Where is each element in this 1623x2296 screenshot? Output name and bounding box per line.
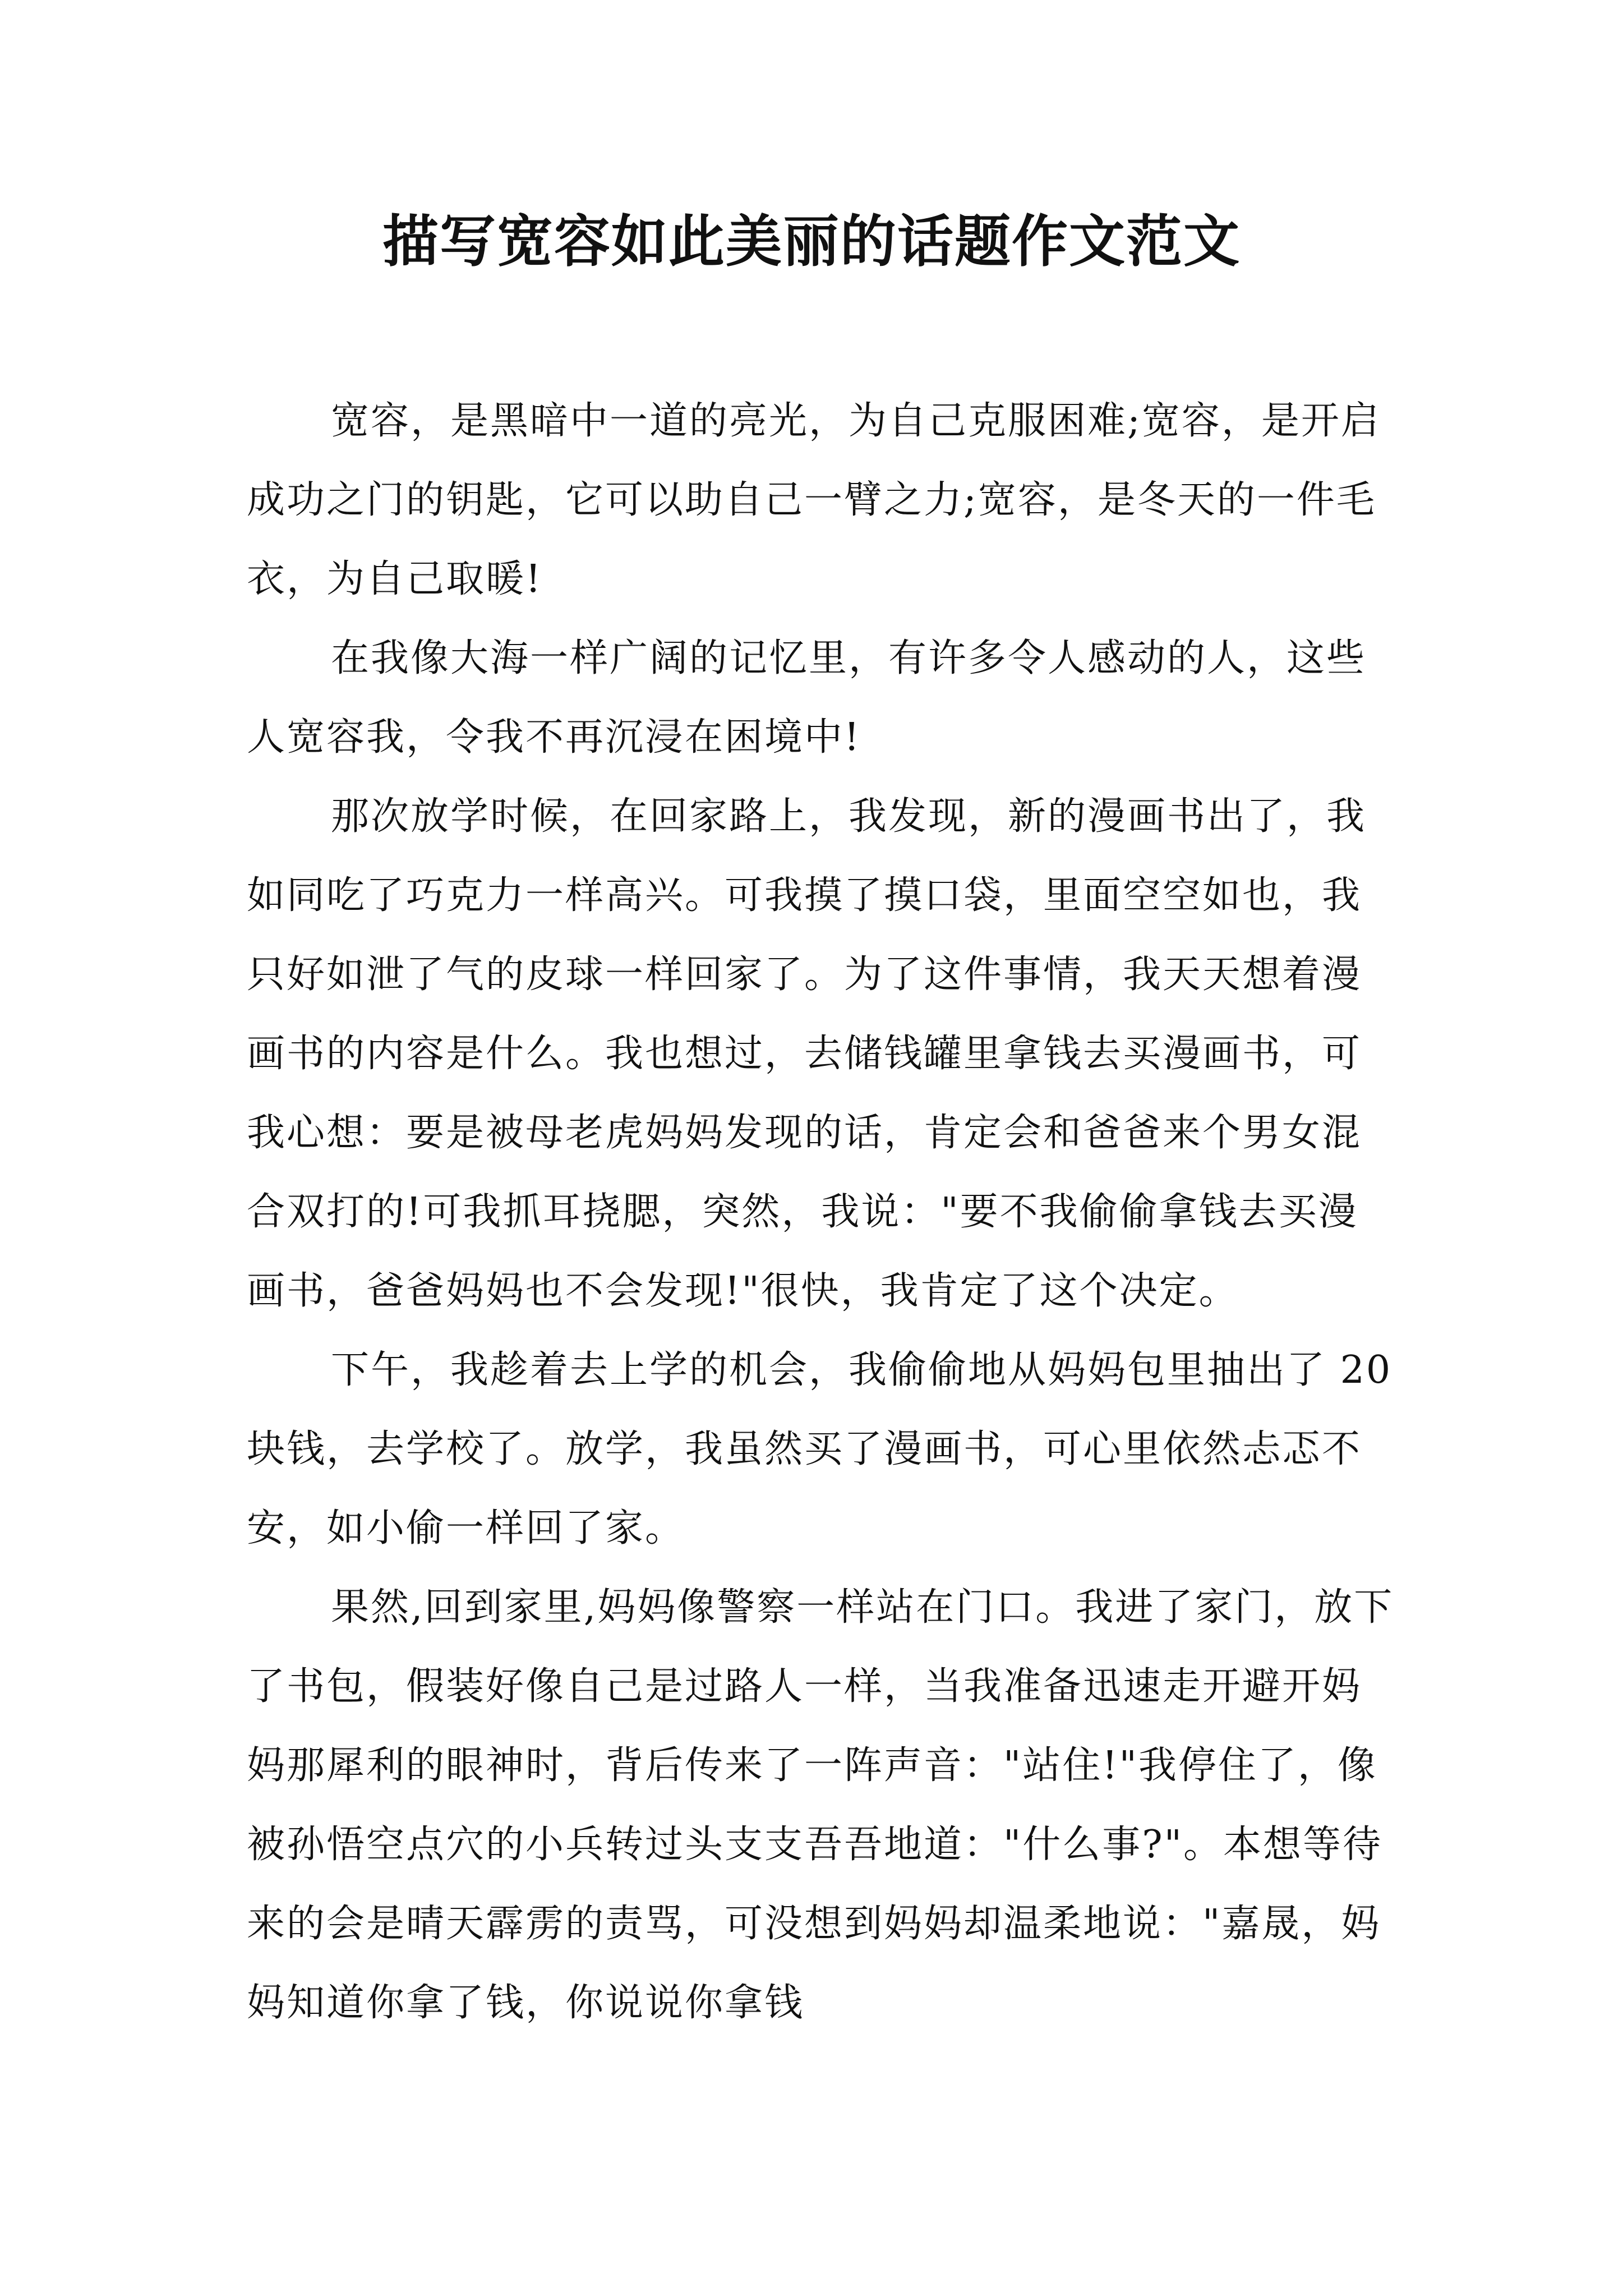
paragraph-2: 在我像大海一样广阔的记忆里，有许多令人感动的人，这些人宽容我，令我不再沉浸在困境中!: [247, 636, 1367, 760]
paragraph-5: 果然,回到家里,妈妈像警察一样站在门口。我进了家门，放下了书包，假装好像自己是过路人一样，当我准备迅速走开避开妈妈那犀利的眼神时，背后传来了一阵声音："站住!"我停住了，像被孙悟空点穴的小兵转过头支支吾吾地道："什么事?"。本想等待来的会是晴天霹雳的责骂，可没想到妈妈却温柔地说："嘉晟，妈妈知道你拿了钱，你说说你拿钱: [247, 1585, 1394, 2025]
paragraph-4: 下午，我趁着去上学的机会，我偷偷地从妈妈包里抽出了 20 块钱，去学校了。放学，我虽然买了漫画书，可心里依然忐忑不安，如小偷一样回了家。: [247, 1348, 1393, 1550]
paragraph-1: 宽容，是黑暗中一道的亮光，为自己克服困难;宽容，是开启成功之门的钥匙，它可以助自己一臂之力;宽容，是冬天的一件毛衣，为自己取暖!: [247, 399, 1381, 601]
document-body: [247, 381, 1396, 2042]
paragraph-3: 那次放学时候，在回家路上，我发现，新的漫画书出了，我如同吃了巧克力一样高兴。可我摸了摸口袋，里面空空如也，我只好如泄了气的皮球一样回家了。为了这件事情，我天天想着漫画书的内容是什么。我也想过，去储钱罐里拿钱去买漫画书，可我心想：要是被母老虎妈妈发现的话，肯定会和爸爸来个男女混合双打的!可我抓耳挠腮，突然，我说："要不我偷偷拿钱去买漫画书，爸爸妈妈也不会发现!"很快，我肯定了这个决定。: [247, 794, 1367, 1313]
document-title: 描写宽容如此美丽的话题作文范文: [382, 208, 1241, 274]
